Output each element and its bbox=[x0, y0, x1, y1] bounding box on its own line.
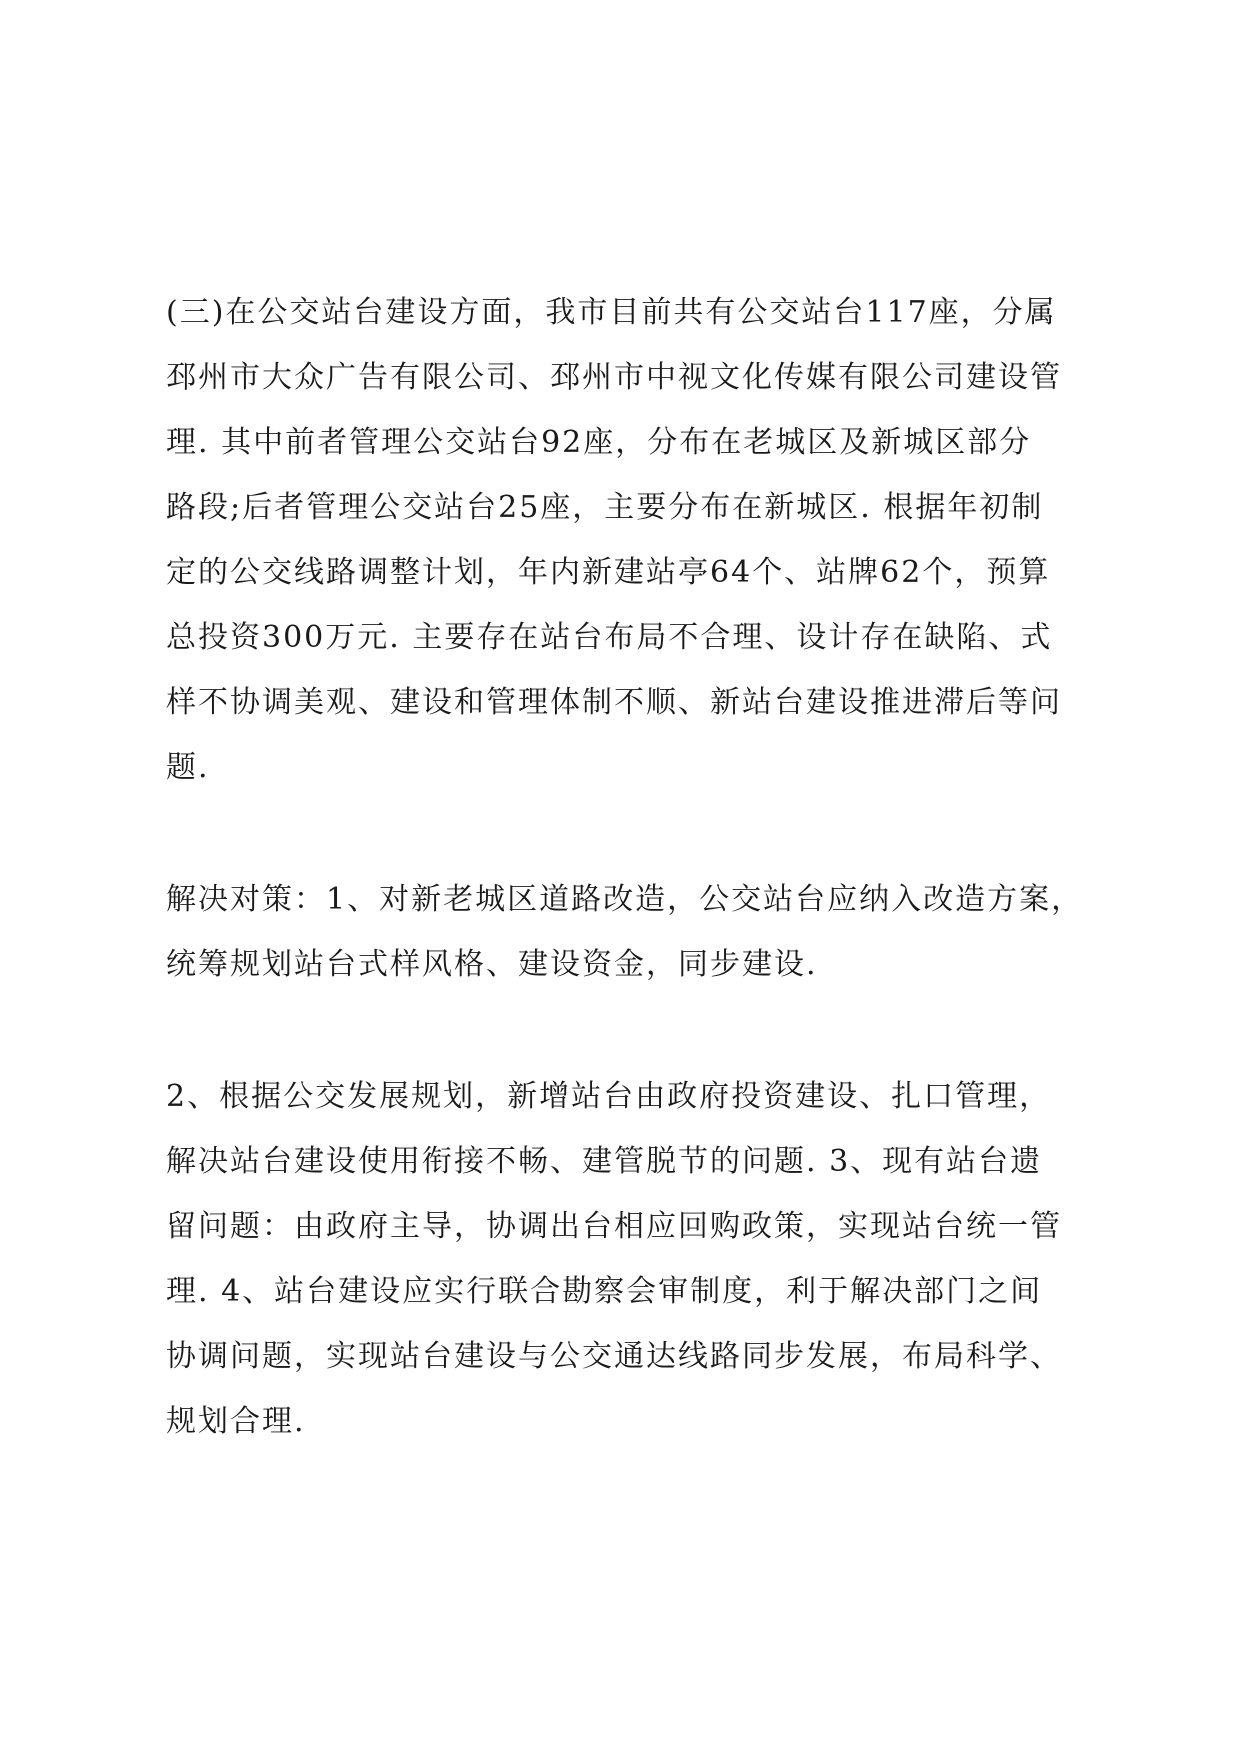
text-line: 留问题：由政府主导，协调出台相应回购政策，实现站台统一管 bbox=[166, 1209, 1062, 1244]
text-line: 解决站台建设使用衔接不畅、建管脱节的问题. 3、现有站台遗 bbox=[166, 1144, 1043, 1179]
text-line: 规划合理. bbox=[166, 1404, 306, 1439]
paragraph-bus-stop-status bbox=[166, 280, 1098, 800]
text-line: 总投资300万元. 主要存在站台布局不合理、设计存在缺陷、式 bbox=[166, 620, 1053, 655]
text-line: 路段;后者管理公交站台25座，主要分布在新城区. 根据年初制 bbox=[166, 490, 1044, 525]
text-line: 2、根据公交发展规划，新增站台由政府投资建设、扎口管理， bbox=[166, 1079, 1052, 1114]
text-line: 理. 其中前者管理公交站台92座，分布在老城区及新城区部分 bbox=[166, 425, 1032, 460]
text-line: 协调问题，实现站台建设与公交通达线路同步发展，布局科学、 bbox=[166, 1339, 1062, 1374]
text-line: 题. bbox=[166, 750, 210, 785]
document-body bbox=[166, 280, 1098, 1454]
text-line: 统筹规划站台式样风格、建设资金，同步建设. bbox=[166, 947, 818, 982]
text-line: (三)在公交站台建设方面，我市目前共有公交站台117座，分属 bbox=[166, 295, 1057, 330]
text-line: 邳州市大众广告有限公司、邳州市中视文化传媒有限公司建设管 bbox=[166, 360, 1062, 395]
text-line: 样不协调美观、建设和管理体制不顺、新站台建设推进滞后等问 bbox=[166, 685, 1062, 720]
text-line: 解决对策：1、对新老城区道路改造，公交站台应纳入改造方案， bbox=[166, 882, 1084, 917]
text-line: 定的公交线路调整计划，年内新建站亭64个、站牌62个，预算 bbox=[166, 555, 1051, 590]
paragraph-solutions-2-4 bbox=[166, 1064, 1098, 1454]
paragraph-solution-1 bbox=[166, 867, 1098, 997]
text-line: 理. 4、站台建设应实行联合勘察会审制度，利于解决部门之间 bbox=[166, 1274, 1043, 1309]
